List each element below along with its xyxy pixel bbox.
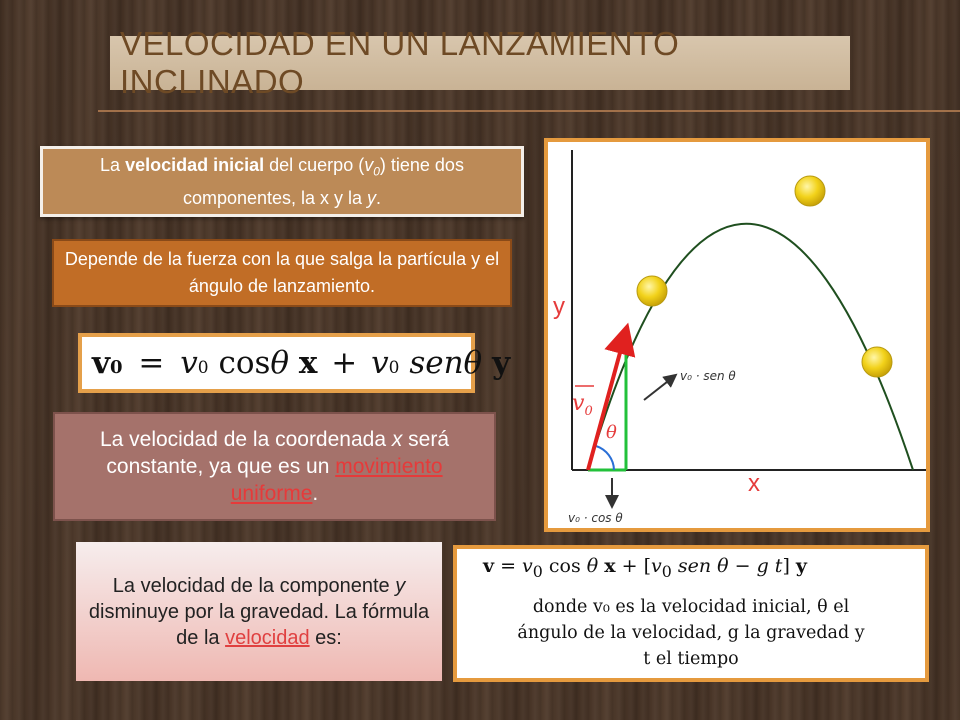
velocity-link[interactable]: velocidad	[225, 626, 310, 649]
cos-label: v₀ · cos θ	[568, 511, 623, 525]
uniform-motion-link[interactable]: movimiento uniforme	[230, 455, 443, 505]
trajectory-curve	[588, 224, 913, 470]
velocity-formula-box	[78, 333, 511, 393]
angle-arc	[596, 446, 614, 470]
desc-line-3: t el tiempo	[643, 649, 739, 669]
x-axis-label: x	[748, 470, 760, 497]
x-velocity-text: La velocidad de la coordenada x será constante, ya que es un movimiento uniforme.	[99, 428, 450, 505]
v0-vector	[588, 338, 624, 470]
x-velocity-box	[53, 412, 496, 521]
sen-arrow	[644, 378, 672, 400]
initial-velocity-text: La velocidad inicial del cuerpo $(v_0)$ tiene dos componentes, la x y la y.	[100, 155, 464, 208]
title-divider	[98, 110, 960, 112]
sen-label: v₀ · sen θ	[680, 369, 736, 383]
velocity-equation: $v = v_0$ cos θ $x + [v_0$ sen θ − g t] y	[483, 555, 807, 581]
velocity-formula: v0 = v0 cosθ x + v0 senθ y	[92, 345, 511, 381]
v0-label: $v_0$	[572, 391, 593, 419]
velocity-equation-description	[457, 594, 925, 672]
projectile-diagram	[548, 142, 926, 528]
projectile-figure	[544, 138, 930, 532]
ball-2	[795, 176, 825, 206]
y-axis-label: y	[553, 293, 565, 320]
initial-velocity-box	[40, 146, 524, 217]
y-velocity-text: La velocidad de la componente y disminuye por la gravedad. La fórmula de la velocidad es:	[88, 574, 430, 649]
title-banner	[110, 25, 850, 100]
page-title: VELOCIDAD EN UN LANZAMIENTO INCLINADO	[120, 25, 680, 100]
initial-velocity-bold: velocidad inicial	[125, 155, 265, 176]
desc-line-2: ángulo de la velocidad, g la gravedad y	[517, 623, 865, 643]
theta-label: θ	[606, 422, 617, 443]
ball-1	[637, 276, 667, 306]
desc-line-1: donde v₀ es la velocidad inicial, θ el	[532, 597, 850, 617]
y-velocity-box	[76, 542, 442, 681]
force-angle-box	[52, 239, 512, 307]
force-angle-text: Depende de la fuerza con la que salga la partícula y el ángulo de lanzamiento.	[64, 249, 500, 296]
velocity-equation-box	[453, 545, 929, 682]
ball-3	[862, 347, 892, 377]
